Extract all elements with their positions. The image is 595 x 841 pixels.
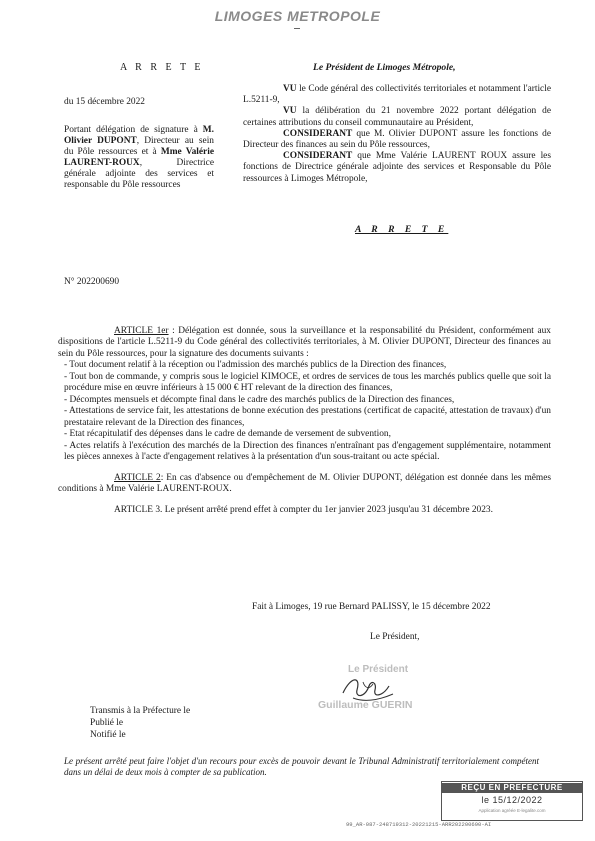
spacer bbox=[58, 464, 551, 473]
visa-text: la délibération du 21 novembre 2022 portant délégation de certaines attributions du conseil communautaire au Président, bbox=[243, 106, 551, 128]
signature-stamp-name: Guillaume GUERIN bbox=[318, 699, 413, 711]
article-1-item: - Décomptes mensuels et décompte final dans le cadre des marchés publics de la Direction des finances, bbox=[64, 394, 455, 405]
transmission-block bbox=[90, 706, 190, 741]
stamp-application: Application agréée E-legalite.com bbox=[478, 807, 546, 813]
stamp-title: REÇU EN PREFECTURE bbox=[442, 783, 582, 793]
stamp-date: le 15/12/2022 bbox=[481, 794, 543, 805]
article-1-item: - Etat récapitulatif des dépenses dans le cadre de demande de versement de subvention, bbox=[64, 429, 391, 440]
header-title: LIMOGES METROPOLE bbox=[214, 8, 381, 24]
arrete-heading-center: A R R E T E bbox=[355, 224, 449, 235]
recours-footnote: Le présent arrêté peut faire l'objet d'un recours pour excès de pouvoir devant le Tribunal Administratif territorialement compétent dans un délai de deux mois à compter de sa publication. bbox=[64, 756, 539, 778]
considerant-text: que M. Olivier DUPONT assure les fonctions de Directeur des finances au sein du Pôle ressources, bbox=[243, 128, 551, 150]
visa-deliberation bbox=[243, 106, 551, 128]
stamp-identifier: 99_AR-087-248719312-20221215-ARR202200690-AI bbox=[346, 821, 492, 828]
arrete-objet bbox=[64, 125, 214, 191]
visa-key: VU bbox=[283, 84, 297, 94]
signature-president-label: Le Président, bbox=[370, 632, 420, 642]
considerant-text: que Mme Valérie LAURENT ROUX assure les fonctions de Directrice générale adjointe des services et Responsable du Pôle ressources à Limoges Métropole, bbox=[243, 151, 551, 184]
article-1-item: - Attestations de service fait, les attestations de bonne exécution des prestations (certificat de capacité, attestation de travaux) d'un prestataire relevant de la Direction des finances, bbox=[64, 406, 551, 428]
prefecture-stamp bbox=[441, 781, 583, 821]
article-1-label: ARTICLE 1er bbox=[114, 326, 169, 336]
arrete-label-left: A R R E T E bbox=[120, 62, 204, 73]
considerant-dupont bbox=[243, 129, 551, 151]
considerant-key: CONSIDERANT bbox=[283, 151, 353, 162]
article-2 bbox=[58, 473, 551, 496]
article-1-intro bbox=[58, 326, 551, 360]
objet-name-dupont: M. Olivier DUPONT bbox=[64, 125, 214, 146]
objet-mid: , Directeur au sein du Pôle ressources et à bbox=[64, 136, 214, 157]
fait-a-limoges: Fait à Limoges, 19 rue Bernard PALISSY, le 15 décembre 2022 bbox=[252, 602, 491, 612]
article-1-item: - Tout document relatif à la réception ou l'admission des marchés publics de la Direction des finances, bbox=[64, 360, 447, 371]
visa-key: VU bbox=[283, 106, 297, 117]
article-2-label: ARTICLE 2 bbox=[114, 472, 161, 483]
visa-code bbox=[243, 84, 551, 106]
articles-body bbox=[58, 326, 551, 516]
visa-text: le Code général des collectivités territoriales et notamment l'article L.5211-9, bbox=[243, 84, 551, 106]
objet-prefix: Portant délégation de signature à bbox=[64, 125, 198, 135]
header-divider bbox=[294, 28, 300, 29]
objet-name-laurent-roux: Mme Valérie LAURENT-ROUX bbox=[64, 147, 214, 168]
article-2-text: : En cas d'absence ou d'empêchement de M. Olivier DUPONT, délégation est donnée dans les mêmes conditions à Mme Valérie LAURENT-ROUX. bbox=[58, 472, 551, 495]
article-1-item: - Tout bon de commande, y compris sous le logiciel KIMOCE, et ordres de services de tous les marchés publics quelle que soit la procédure mise en œuvre inférieurs à 15 000 € HT relevant de la direction des finances, bbox=[64, 371, 551, 394]
visas-block bbox=[243, 84, 551, 185]
signature-block bbox=[288, 658, 518, 716]
spacer bbox=[58, 496, 551, 505]
transmis-prefecture: Transmis à la Préfecture le bbox=[90, 706, 191, 716]
arrete-date: du 15 décembre 2022 bbox=[64, 97, 145, 107]
president-title: Le Président de Limoges Métropole, bbox=[313, 62, 456, 73]
considerant-laurent-roux bbox=[243, 151, 551, 185]
publie-le: Publié le bbox=[90, 717, 124, 728]
notifie-le: Notifié le bbox=[90, 729, 126, 740]
arrete-numero: N° 202200690 bbox=[64, 277, 120, 287]
article-3: ARTICLE 3. Le présent arrêté prend effet à compter du 1er janvier 2023 jusqu'au 31 décembre 2023. bbox=[114, 504, 493, 515]
article-1-item: - Actes relatifs à l'exécution des marchés de la Direction des finances n'entraînant pas d'engagement supplémentaire, notamment les pièces annexes à l'acte d'engagement relatives à la présentation d'un sous-traitant ou acte spécial. bbox=[64, 440, 551, 463]
considerant-key: CONSIDERANT bbox=[283, 128, 353, 139]
signature-stamp-role: Le Président bbox=[348, 664, 409, 675]
objet-suffix: , Directrice générale adjointe des services et responsable du Pôle ressources bbox=[64, 158, 214, 190]
article-1-text: : Délégation est donnée, sous la surveillance et la responsabilité du Président, conformément aux dispositions de l'article L.5211-9 du Code général des collectivités territoriales, à M. Olivier DUPONT, Directeur des finances au sein du Pôle ressources, pour la signature des documents suivants : bbox=[58, 326, 551, 359]
